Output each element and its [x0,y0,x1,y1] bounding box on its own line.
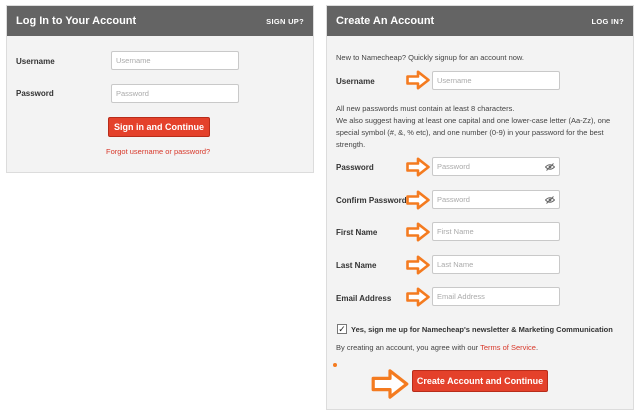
login-link[interactable]: LOG IN? [591,16,624,26]
create-password-placeholder: Password [437,162,470,171]
email-input[interactable] [432,287,560,306]
arrow-username-icon [406,70,430,90]
newsletter-label: Yes, sign me up for Namecheap's newsletter & Marketing Communication [351,325,613,334]
last-name-label: Last Name [336,261,377,270]
pw-rules-line-3: special symbol (#, &, % etc), and one number (0-9) in your password for the best [336,128,604,137]
login-panel [6,5,314,173]
terms-link[interactable]: Terms of Service [480,343,536,352]
login-header [7,6,313,36]
first-name-label: First Name [336,228,378,237]
sign-in-button[interactable]: Sign in and Continue [108,117,210,137]
last-name-input[interactable] [432,255,560,274]
bullet-dot [333,363,337,367]
create-username-input[interactable] [432,71,560,90]
terms-suffix: . [535,343,539,352]
pw-rules-line-4: strength. [336,140,366,149]
confirm-password-label: Confirm Password [336,196,407,205]
pw-rules-line-2: We also suggest having at least one capital and one lower-case letter (Aa-Zz), one [336,116,611,125]
arrow-last-name-icon [406,255,430,275]
first-name-input[interactable] [432,222,560,241]
terms-text [336,343,538,353]
login-password-input[interactable] [111,84,239,103]
signup-link[interactable]: SIGN UP? [266,16,304,26]
last-name-placeholder: Last Name [437,260,474,269]
first-name-placeholder: First Name [437,227,474,236]
arrow-submit-icon [370,368,410,400]
login-title: Log In to Your Account [16,15,137,27]
pw-rules-line-1: All new passwords must contain at least 8 characters. [336,104,515,113]
confirm-password-placeholder: Password [437,195,470,204]
eye-slash-icon[interactable] [545,196,555,204]
create-password-label: Password [336,163,374,172]
forgot-link[interactable]: Forgot username or password? [106,147,211,156]
create-panel [326,5,634,410]
arrow-password-icon [406,157,430,177]
create-password-input[interactable] [432,157,560,176]
login-username-input[interactable] [111,51,239,70]
create-username-placeholder: Username [437,76,472,85]
create-username-label: Username [336,77,375,86]
login-username-placeholder: Username [116,56,151,65]
arrow-confirm-icon [406,190,430,210]
arrow-first-name-icon [406,222,430,242]
arrow-email-icon [406,287,430,307]
create-header [327,6,633,36]
create-title: Create An Account [336,15,435,27]
email-placeholder: Email Address [437,292,485,301]
newsletter-checkbox[interactable]: ✓ [338,323,346,334]
eye-slash-icon[interactable] [545,163,555,171]
create-intro: New to Namecheap? Quickly signup for an account now. [336,53,525,62]
confirm-password-input[interactable] [432,190,560,209]
login-password-label: Password [16,89,54,98]
email-label: Email Address [336,294,392,303]
terms-prefix: By creating an account, you agree with our [336,343,481,352]
login-password-placeholder: Password [116,89,149,98]
create-account-button[interactable]: Create Account and Continue [412,370,548,392]
login-username-label: Username [16,57,55,66]
